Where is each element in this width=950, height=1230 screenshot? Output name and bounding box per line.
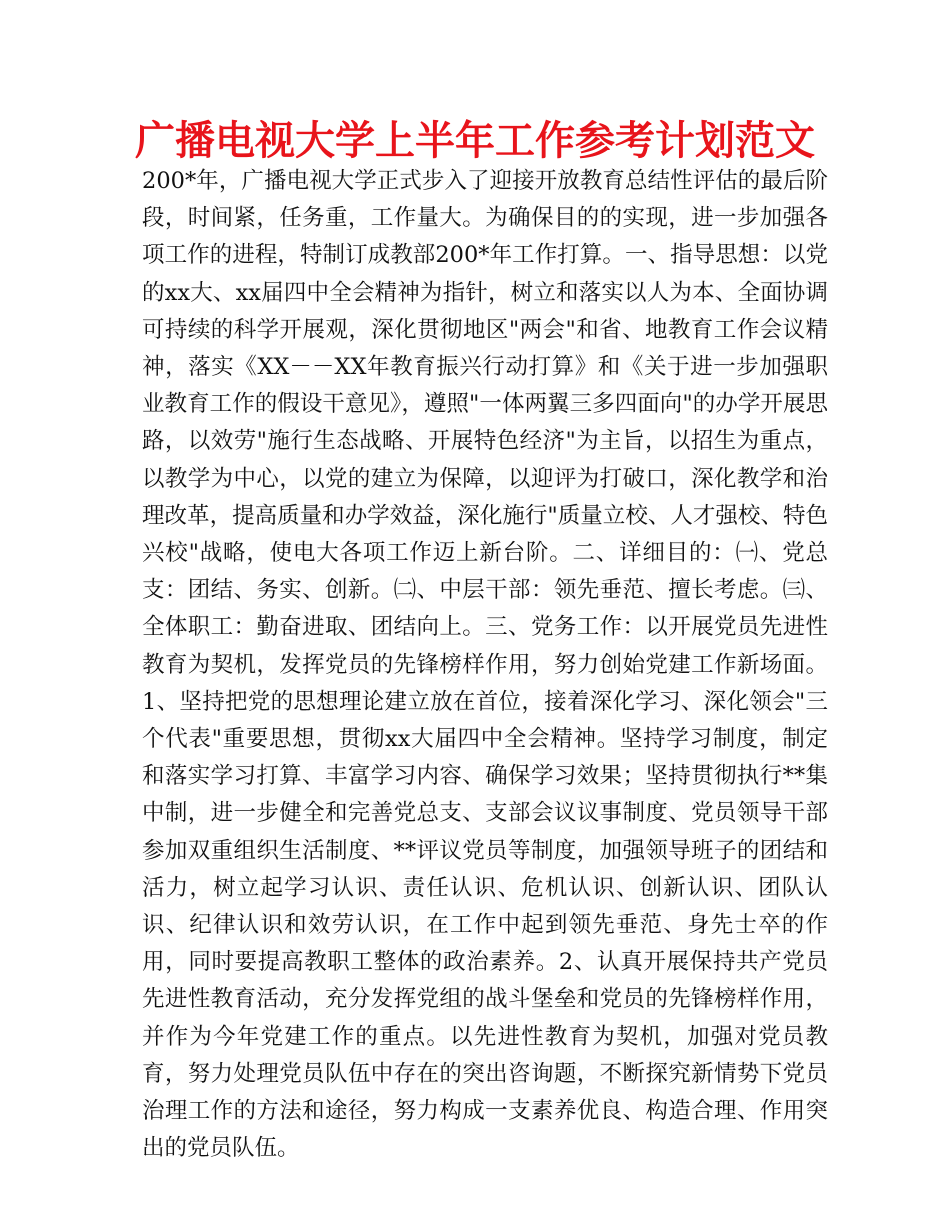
- document-title: 广播电视大学上半年工作参考计划范文: [135, 118, 815, 164]
- document-body: 200*年，广播电视大学正式步入了迎接开放教育总结性评估的最后阶段，时间紧，任务重，工作量大。为确保目的的实现，进一步加强各项工作的进程，特制订成教部200*年工作打算。一、指导思想：以党的xx大、xx届四中全会精神为指针，树立和落实以人为本、全面协调可持续的科学开展观，深化贯彻地区"两会"和省、地教育工作会议精神，落实《XX－－XX年教育振兴行动打算》和《关于进一步加强职业教育工作的假设干意见》，遵照"一体两翼三多四面向"的办学开展思路，以效劳"施行生态战略、开展特色经济"为主旨，以招生为重点，以教学为中心，以党的建立为保障，以迎评为打破口，深化教学和治理改革，提高质量和办学效益，深化施行"质量立校、人才强校、特色兴校"战略，使电大各项工作迈上新台阶。二、详细目的：㈠、党总支：团结、务实、创新。㈡、中层干部：领先垂范、擅长考虑。㈢、全体职工：勤奋进取、团结向上。三、党务工作：以开展党员先进性教育为契机，发挥党员的先锋榜样作用，努力创始党建工作新场面。1、坚持把党的思想理论建立放在首位，接着深化学习、深化领会"三个代表"重要思想，贯彻xx大届四中全会精神。坚持学习制度，制定和落实学习打算、丰富学习内容、确保学习效果；坚持贯彻执行**集中制，进一步健全和完善党总支、支部会议议事制度、党员领导干部参加双重组织生活制度、**评议党员等制度，加强领导班子的团结和活力，树立起学习认识、责任认识、危机认识、创新认识、团队认识、纪律认识和效劳认识，在工作中起到领先垂范、身先士卒的作用，同时要提高教职工整体的政治素养。2、认真开展保持共产党员先进性教育活动，充分发挥党组的战斗堡垒和党员的先锋榜样作用，并作为今年党建工作的重点。以先进性教育为契机，加强对党员教育，努力处理党员队伍中存在的突出咨询题，不断探究新情势下党员治理工作的方法和途径，努力构成一支素养优良、构造合理、作用突出的党员队伍。: [142, 168, 828, 1162]
